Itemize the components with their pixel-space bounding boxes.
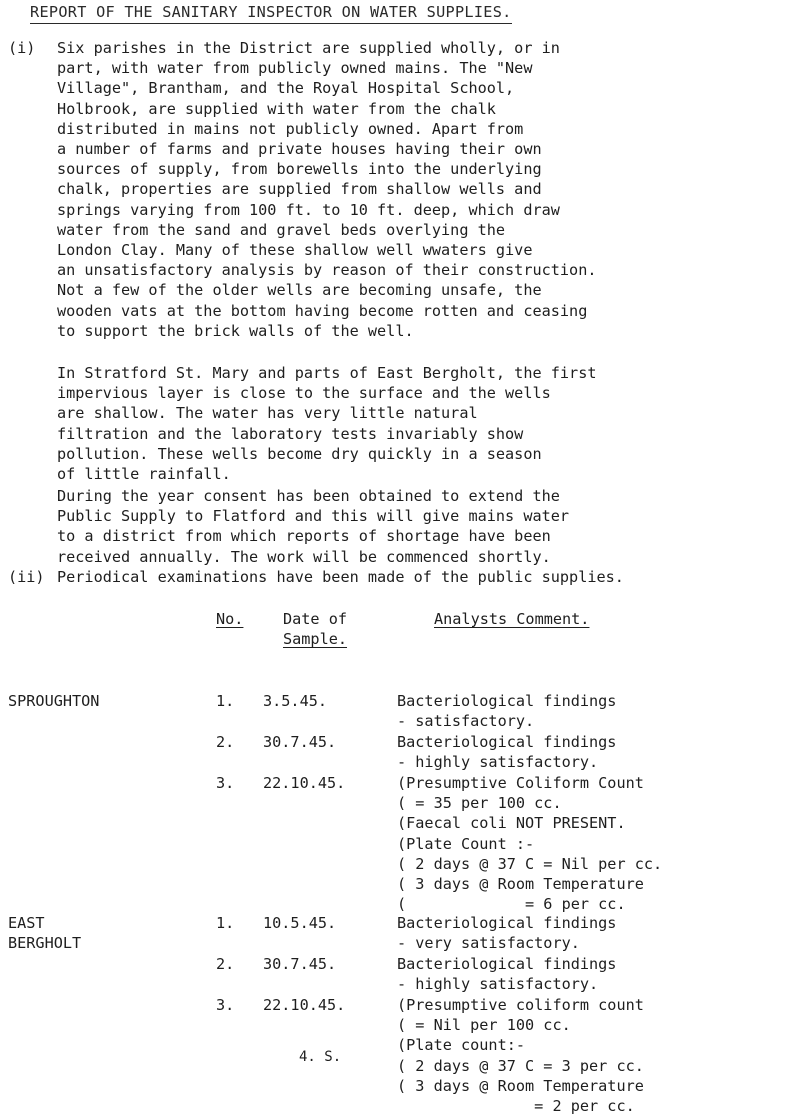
analyst-comment-line: Bacteriological findings [397, 955, 617, 973]
sample-date: 22.10.45. [263, 996, 346, 1014]
analyst-comment-line: ( 3 days @ Room Temperature [397, 875, 644, 893]
paragraph-flatford-supply-line: During the year consent has been obtained to extend the [57, 487, 560, 505]
sample-number: 2. [216, 955, 235, 973]
sample-date: 30.7.45. [263, 955, 337, 973]
analyst-comment-line: ( = 6 per cc. [397, 895, 626, 914]
paragraph-flatford-supply-line: Public Supply to Flatford and this will give mains water [57, 507, 570, 526]
analyst-comment-line: ( 2 days @ 37 C = Nil per cc. [397, 854, 663, 873]
sample-number: 1. [216, 692, 235, 710]
analyst-comment-line: - highly satisfactory. [397, 975, 599, 994]
analyst-comment-line: Bacteriological findings [397, 733, 617, 751]
paragraph-flatford-supply [57, 486, 569, 567]
sample-number: 3. [216, 774, 235, 792]
paragraph-periodical-examinations: Periodical examinations have been made of the public supplies. [57, 568, 624, 586]
sample-number: 2. [216, 733, 235, 751]
paragraph-water-mains-line: a number of farms and private houses having their own [57, 140, 542, 159]
paragraph-water-mains-line: sources of supply, from borewells into the underlying [57, 160, 542, 179]
analyst-comment-line: = 2 per cc. [397, 1097, 635, 1115]
paragraph-water-mains-line: an unsatisfactory analysis by reason of their construction. [57, 261, 597, 280]
analyst-comment-line: ( 2 days @ 37 C = 3 per cc. [397, 1056, 644, 1075]
analyst-comment-line: - satisfactory. [397, 712, 535, 731]
paragraph-stratford-wells-line: are shallow. The water has very little natural [57, 404, 478, 423]
sample-date: 10.5.45. [263, 914, 337, 932]
paragraph-water-mains-line: to support the brick walls of the well. [57, 321, 414, 340]
paragraph-water-mains-line: wooden vats at the bottom having become rotten and ceasing [57, 301, 588, 320]
sample-date: 3.5.45. [263, 692, 328, 710]
analyst-comment-line: (Plate Count :- [397, 834, 535, 853]
paragraph-water-mains-line: Village", Brantham, and the Royal Hospital School, [57, 79, 515, 98]
column-header-no: No. [216, 610, 244, 628]
paragraph-water-mains-line: water from the sand and gravel beds overlying the [57, 220, 506, 239]
paragraph-water-mains-line: London Clay. Many of these shallow well wwaters give [57, 241, 533, 260]
column-header-analysts-comment: Analysts Comment. [434, 610, 590, 628]
paragraph-flatford-supply-line: received annually. The work will be commenced shortly. [57, 547, 551, 566]
paragraph-stratford-wells [57, 363, 596, 484]
paragraph-water-mains-line: springs varying from 100 ft. to 10 ft. deep, which draw [57, 200, 560, 219]
paragraph-water-mains-line: distributed in mains not publicly owned. Apart from [57, 119, 524, 138]
place-name: SPROUGHTON [8, 692, 100, 710]
column-header-date-line1: Date of [283, 610, 348, 628]
paragraph-stratford-wells-line: impervious layer is close to the surface and the wells [57, 384, 551, 403]
page-heading: REPORT OF THE SANITARY INSPECTOR ON WATER SUPPLIES. [30, 2, 512, 24]
sample-number: 3. [216, 996, 235, 1014]
paragraph-stratford-wells-line: filtration and the laboratory tests invariably show [57, 424, 524, 443]
place-name: BERGHOLT [8, 934, 82, 953]
analyst-comment-line: ( 3 days @ Room Temperature [397, 1076, 644, 1095]
analyst-comment-line: - very satisfactory. [397, 934, 580, 953]
section-ii-marker: (ii) [8, 568, 45, 586]
analyst-comment-line: (Plate count:- [397, 1036, 526, 1055]
analyst-comment-line: (Presumptive coliform count [397, 996, 644, 1014]
paragraph-water-mains [57, 38, 596, 341]
sample-date: 22.10.45. [263, 774, 346, 792]
analyst-comment-line: (Presumptive Coliform Count [397, 774, 644, 792]
place-name: EAST [8, 914, 45, 932]
analyst-comment-line: Bacteriological findings [397, 914, 617, 932]
section-i-marker: (i) [8, 39, 36, 57]
paragraph-stratford-wells-line: pollution. These wells become dry quickly in a season [57, 444, 542, 463]
column-header-date-line2: Sample. [283, 630, 348, 648]
sample-number: 1. [216, 914, 235, 932]
analyst-comment-line: Bacteriological findings [397, 692, 617, 710]
paragraph-water-mains-line: part, with water from publicly owned mains. The "New [57, 59, 533, 78]
analyst-comment-line: ( = Nil per 100 cc. [397, 1016, 571, 1035]
paragraph-stratford-wells-line: In Stratford St. Mary and parts of East Bergholt, the first [57, 364, 597, 382]
analyst-comment-line: - highly satisfactory. [397, 753, 599, 772]
page-mark: 4. S. [299, 1049, 342, 1065]
paragraph-water-mains-line: Six parishes in the District are supplied wholly, or in [57, 39, 560, 57]
sample-date: 30.7.45. [263, 733, 337, 751]
paragraph-water-mains-line: chalk, properties are supplied from shallow wells and [57, 180, 542, 199]
analyst-comment-line: ( = 35 per 100 cc. [397, 794, 562, 813]
analyst-comment-line: (Faecal coli NOT PRESENT. [397, 814, 626, 833]
paragraph-stratford-wells-line: of little rainfall. [57, 465, 231, 484]
paragraph-water-mains-line: Holbrook, are supplied with water from the chalk [57, 99, 496, 118]
paragraph-flatford-supply-line: to a district from which reports of shortage have been [57, 527, 551, 546]
paragraph-water-mains-line: Not a few of the older wells are becoming unsafe, the [57, 281, 542, 300]
